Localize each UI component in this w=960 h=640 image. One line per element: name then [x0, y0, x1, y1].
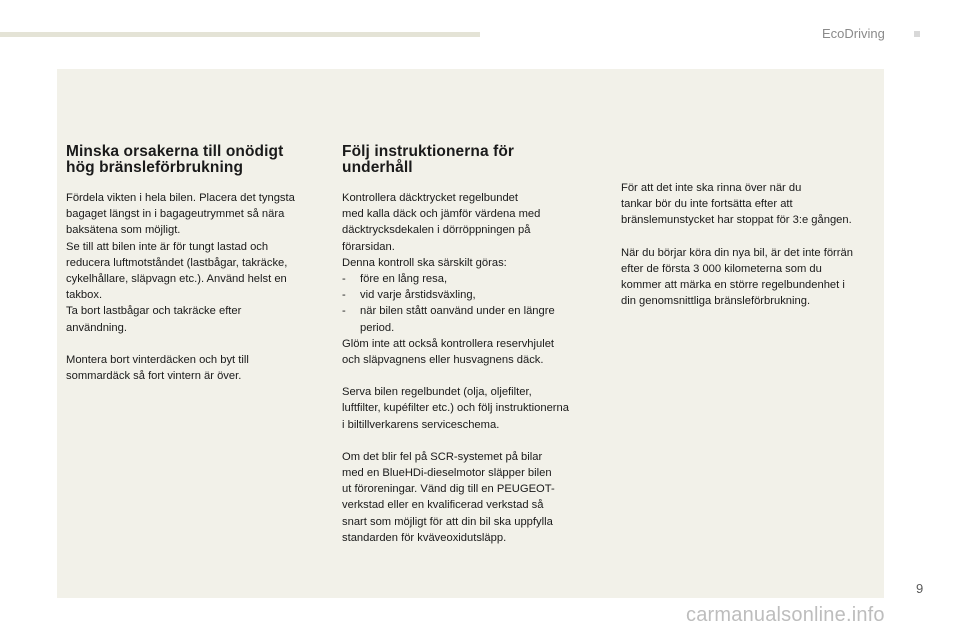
paragraph-new-car: När du börjar köra din nya bil, är det inte förrän efter de första 3 000 kilometerna som du kommer att märka en större regelbundenhet i din genomsnittliga bränsleförbrukning. — [621, 246, 853, 308]
paragraph-tyre-pressure: Kontrollera däcktrycket regelbundet med kalla däck och jämför värdena med däcktrycksdekalen i dörröppningen på förarsidan. Denna kontroll ska särskilt göras: - före en lång resa, - vid varje årstidsväxling, - när bilen stått oanvänd under en längre period. Glöm inte att också kontrollera reservhjulet och släpvagnens eller husvagnens däck. — [342, 190, 602, 368]
heading-maintenance: Följ instruktionerna för underhåll — [342, 143, 515, 176]
paragraph-refuelling: För att det inte ska rinna över när du tankar bör du inte fortsätta efter att bränslemunstycket har stoppat för 3:e gången. — [621, 182, 852, 227]
paragraph-service: Serva bilen regelbundet (olja, oljefilter, luftfilter, kupéfilter etc.) och följ instruktionerna i biltillverkarens serviceschema. — [342, 386, 569, 431]
header-rule — [0, 32, 480, 37]
section-marker — [914, 31, 920, 37]
list-item: - vid varje årstidsväxling, — [342, 289, 476, 302]
page-number: 9 — [916, 581, 924, 596]
column-middle — [342, 144, 602, 562]
paragraph-scr-system: Om det blir fel på SCR-systemet på bilar med en BlueHDi-dieselmotor släpper bilen ut föroreningar. Vänd dig till en PEUGEOT- verkstad eller en kvalificerad verkstad så snart som möjligt för att din bil ska uppfylla standarden för kväveoxidutsläpp. — [342, 450, 555, 544]
paragraph-weight: Fördela vikten i hela bilen. Placera det tyngsta bagaget längst in i bagageutrymmet så nära baksätena som möjligt. Se till att bilen inte är för tungt lastad och reducera luftmotståndet (lastbågar, takräcke, cykelhållare, släpvagn etc.). Använd helst en takbox. Ta bort lastbågar och takräcke efter användning. — [66, 192, 295, 334]
heading-reduce-consumption: Minska orsakerna till onödigt hög bränsleförbrukning — [66, 143, 284, 176]
section-title: EcoDriving — [822, 26, 885, 41]
list-item: - när bilen stått oanvänd under en längre period. — [342, 305, 555, 334]
list-item: - före en lång resa, — [342, 273, 448, 286]
column-right — [621, 180, 879, 325]
column-left — [66, 144, 324, 400]
paragraph-winter-tyres: Montera bort vinterdäcken och byt till sommardäck så fort vintern är över. — [66, 353, 249, 383]
watermark-text: carmanualsonline.info — [686, 604, 885, 626]
